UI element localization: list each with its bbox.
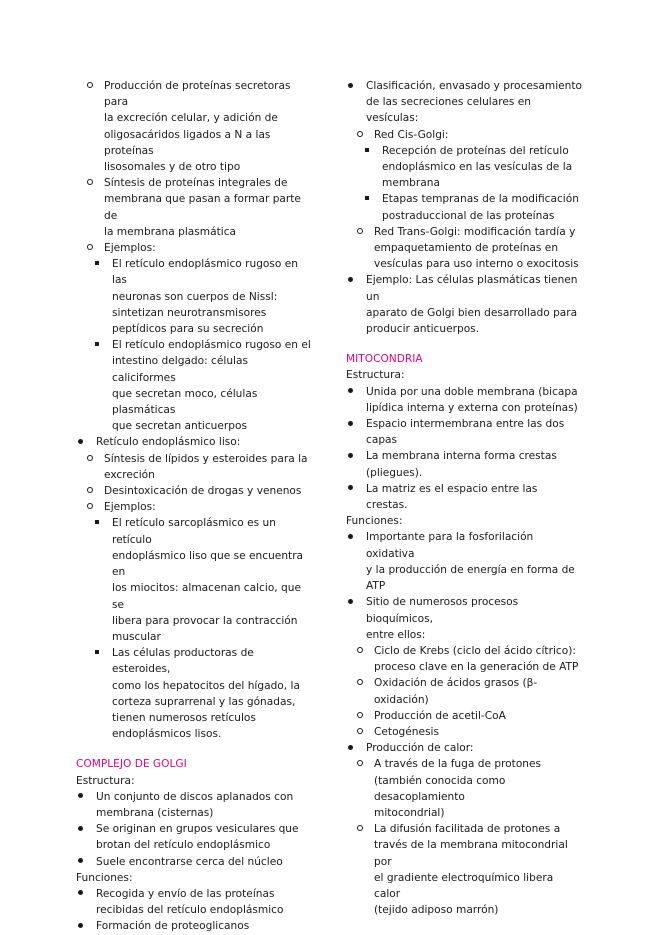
list-item-text: producir anticuerpos. bbox=[366, 323, 480, 336]
list-item bbox=[346, 756, 582, 821]
list-item-text: lisosomales y de otro tipo bbox=[104, 161, 241, 174]
dot-icon bbox=[348, 594, 353, 610]
list-item-text: Red Trans-Golgi: modificación tardía y bbox=[374, 225, 576, 238]
list-item-text: brotan del retículo endoplásmico bbox=[96, 839, 271, 852]
list-item bbox=[346, 594, 582, 643]
list-item-text: postraduccional de las proteínas bbox=[382, 209, 555, 222]
list-item-text: través de la membrana mitocondrial por bbox=[374, 839, 568, 868]
list-item bbox=[76, 240, 314, 256]
list-item-text: Formación de proteoglicanos bbox=[96, 920, 250, 933]
dot-icon bbox=[78, 789, 83, 805]
list-item bbox=[76, 789, 314, 821]
list-item bbox=[76, 78, 314, 175]
list-item bbox=[346, 191, 582, 223]
list-item-text: Un conjunto de discos aplanados con bbox=[96, 790, 294, 803]
list-item bbox=[76, 515, 314, 645]
list-item-text: oligosacáridos ligados a N a las proteínas bbox=[104, 128, 271, 157]
list-item-text: Síntesis de proteínas integrales de bbox=[104, 177, 288, 190]
list-item bbox=[346, 675, 582, 707]
list-item-text: Oxidación de ácidos grasos (β-oxidación) bbox=[374, 677, 538, 706]
list-item-text: Ciclo de Krebs (ciclo del ácido cítrico): bbox=[374, 644, 576, 657]
list-item-text: Ejemplo: Las células plasmáticas tienen un bbox=[366, 274, 578, 303]
list-item-text: proceso clave en la generación de ATP bbox=[374, 661, 579, 674]
dot-icon bbox=[348, 272, 353, 288]
square-bullet-icon bbox=[95, 645, 99, 661]
list-item-text: de las secreciones celulares en vesículas: bbox=[366, 96, 531, 125]
dot-icon bbox=[78, 821, 83, 837]
list-item-text: empaquetamiento de proteínas en bbox=[374, 242, 559, 255]
list-item bbox=[76, 337, 314, 434]
list-item-text: entre ellos: bbox=[366, 628, 426, 641]
list-item-text: sintetizan neurotransmisores bbox=[112, 306, 267, 319]
ring-icon bbox=[87, 175, 93, 191]
list-item bbox=[76, 499, 314, 515]
list-item bbox=[76, 918, 314, 934]
list-item-text: membrana (cisternas) bbox=[96, 806, 214, 819]
ring-icon bbox=[357, 224, 363, 240]
list-item-text: capas bbox=[366, 434, 398, 447]
list-item bbox=[346, 384, 582, 416]
list-item-text: intestino delgado: células caliciformes bbox=[112, 355, 249, 384]
dot-icon bbox=[348, 740, 353, 756]
list-item bbox=[76, 821, 314, 853]
list-item bbox=[346, 224, 582, 273]
list-item-text: A través de la fuga de protones bbox=[374, 758, 542, 771]
list-item bbox=[346, 643, 582, 675]
list-item-text: Red Cis-Golgi: bbox=[374, 128, 449, 141]
list-item-text: El retículo endoplásmico rugoso en el bbox=[112, 339, 311, 352]
list-item bbox=[346, 529, 582, 594]
list-item-text: Etapas tempranas de la modificación bbox=[382, 193, 579, 206]
list-item-text: vesículas para uso interno o exocitosis bbox=[374, 258, 579, 271]
ring-icon bbox=[87, 451, 93, 467]
dot-icon bbox=[348, 384, 353, 400]
list-item bbox=[76, 854, 314, 870]
list-item bbox=[346, 740, 582, 756]
ring-icon bbox=[357, 643, 363, 659]
right-column bbox=[346, 78, 582, 918]
section-heading-golgi: COMPLEJO DE GOLGI bbox=[76, 758, 187, 771]
list-item-text: peptídicos para su secreción bbox=[112, 323, 264, 336]
square-bullet-icon bbox=[95, 256, 99, 272]
list-item-text: La difusión facilitada de protones a bbox=[374, 823, 561, 836]
dot-icon bbox=[78, 854, 83, 870]
list-item-text: neuronas son cuerpos de Nissl: bbox=[112, 290, 278, 303]
list-item-text: Las células productoras de esteroides, bbox=[112, 647, 254, 676]
dot-icon bbox=[348, 78, 353, 94]
list-item-text: Cetogénesis bbox=[374, 725, 440, 738]
list-item-text: (también conocida como desacoplamiento bbox=[374, 774, 506, 803]
list-item-text: Producción de calor: bbox=[366, 742, 474, 755]
list-item-text: muscular bbox=[112, 630, 161, 643]
left-column bbox=[76, 78, 314, 935]
square-bullet-icon bbox=[95, 515, 99, 531]
list-item-text: aparato de Golgi bien desarrollado para bbox=[366, 306, 578, 319]
section-heading-mitochondria: MITOCONDRIA bbox=[346, 353, 423, 366]
list-item-text: Unida por una doble membrana (bicapa bbox=[366, 385, 578, 398]
list-item-text: la membrana plasmática bbox=[104, 225, 237, 238]
list-item bbox=[76, 886, 314, 918]
list-item-text: Ejemplos: bbox=[104, 242, 156, 255]
list-item-text: Producción de proteínas secretoras para bbox=[104, 80, 291, 109]
ring-icon bbox=[357, 708, 363, 724]
list-item bbox=[76, 434, 314, 450]
list-item-text: tienen numerosos retículos bbox=[112, 711, 256, 724]
ring-icon bbox=[87, 483, 93, 499]
ring-icon bbox=[357, 675, 363, 691]
list-item bbox=[346, 127, 582, 143]
dot-icon bbox=[348, 529, 353, 545]
list-item bbox=[76, 175, 314, 240]
ring-icon bbox=[87, 499, 93, 515]
list-item-text: Espacio intermembrana entre las dos bbox=[366, 418, 565, 431]
ring-icon bbox=[87, 240, 93, 256]
list-item-text: que secretan moco, células plasmáticas bbox=[112, 387, 258, 417]
list-item bbox=[346, 448, 582, 480]
list-item-text: Sitio de numerosos procesos bioquímicos, bbox=[366, 596, 519, 625]
list-item-text: Ejemplos: bbox=[104, 501, 156, 514]
list-item-text: los miocitos: almacenan calcio, que se bbox=[112, 582, 301, 611]
list-item-text: como los hepatocitos del hígado, la bbox=[112, 679, 300, 692]
dot-icon bbox=[348, 481, 353, 497]
list-item-text: La matriz es el espacio entre las crestas. bbox=[366, 482, 538, 512]
list-item-text: Recepción de proteínas del retículo bbox=[382, 144, 569, 157]
ring-icon bbox=[357, 756, 363, 772]
list-item-text: El retículo sarcoplásmico es un retículo bbox=[112, 517, 276, 546]
list-item-text: Importante para la fosforilación oxidativa bbox=[366, 531, 534, 560]
list-item-text: El retículo endoplásmico rugoso en las bbox=[112, 258, 299, 287]
ring-icon bbox=[357, 724, 363, 740]
dot-icon bbox=[348, 448, 353, 464]
square-bullet-icon bbox=[365, 191, 369, 207]
list-item-text: ATP bbox=[366, 580, 386, 593]
list-item bbox=[76, 256, 314, 337]
list-item-text: la excreción celular, y adición de bbox=[104, 112, 278, 125]
ring-icon bbox=[87, 78, 93, 94]
list-item-text: membrana bbox=[382, 177, 440, 190]
list-item-text: Clasificación, envasado y procesamiento bbox=[366, 80, 583, 92]
list-item bbox=[76, 645, 314, 742]
dot-icon bbox=[78, 918, 83, 934]
square-bullet-icon bbox=[365, 143, 369, 159]
mito-structure-label: Estructura: bbox=[346, 369, 405, 382]
list-item bbox=[346, 78, 582, 127]
list-item-text: excreción bbox=[104, 468, 155, 481]
list-item-text: La membrana interna forma crestas bbox=[366, 450, 557, 463]
list-item-text: endoplásmico liso que se encuentra en bbox=[112, 549, 304, 579]
list-item-text: Desintoxicación de drogas y venenos bbox=[104, 485, 302, 498]
dot-icon bbox=[78, 886, 83, 902]
list-item bbox=[346, 821, 582, 918]
list-item-text: libera para provocar la contracción bbox=[112, 614, 298, 627]
golgi-functions-label: Funciones: bbox=[76, 871, 133, 884]
list-item bbox=[76, 451, 314, 483]
list-item-text: endoplásmico en las vesículas de la bbox=[382, 161, 573, 174]
list-item-text: Se originan en grupos vesiculares que bbox=[96, 823, 299, 836]
dot-icon bbox=[348, 416, 353, 432]
list-item-text: lipídica interna y externa con proteínas) bbox=[366, 401, 578, 414]
dot-icon bbox=[78, 434, 83, 450]
list-item bbox=[346, 708, 582, 724]
list-item-text: Producción de acetil-CoA bbox=[374, 709, 506, 722]
list-item bbox=[346, 272, 582, 337]
golgi-structure-label: Estructura: bbox=[76, 774, 135, 787]
list-item bbox=[346, 143, 582, 192]
list-item-text: el gradiente electroquímico libera calor bbox=[374, 871, 554, 900]
list-item bbox=[76, 483, 314, 499]
ring-icon bbox=[357, 127, 363, 143]
list-item bbox=[346, 481, 582, 513]
list-item-text: membrana que pasan a formar parte de bbox=[104, 193, 301, 222]
list-item-text: Síntesis de lípidos y esteroides para la bbox=[104, 452, 308, 465]
square-bullet-icon bbox=[95, 337, 99, 353]
list-item-text: (tejido adiposo marrón) bbox=[374, 904, 499, 917]
list-item-text: (pliegues). bbox=[366, 466, 423, 479]
list-item-text: mitocondrial) bbox=[374, 806, 445, 819]
list-item-text: y la producción de energía en forma de bbox=[366, 563, 575, 576]
list-item-text: recibidas del retículo endoplásmico bbox=[96, 904, 284, 917]
list-item-text: Retículo endoplásmico liso: bbox=[96, 436, 241, 449]
list-item bbox=[346, 416, 582, 448]
list-item-text: Recogida y envío de las proteínas bbox=[96, 887, 275, 900]
mito-functions-label: Funciones: bbox=[346, 515, 403, 528]
list-item bbox=[346, 724, 582, 740]
list-item-text: corteza suprarrenal y las gónadas, bbox=[112, 695, 296, 708]
ring-icon bbox=[357, 821, 363, 837]
list-item-text: que secretan anticuerpos bbox=[112, 420, 247, 433]
list-item-text: Suele encontrarse cerca del núcleo bbox=[96, 855, 283, 868]
list-item-text: endoplásmicos lisos. bbox=[112, 728, 222, 741]
